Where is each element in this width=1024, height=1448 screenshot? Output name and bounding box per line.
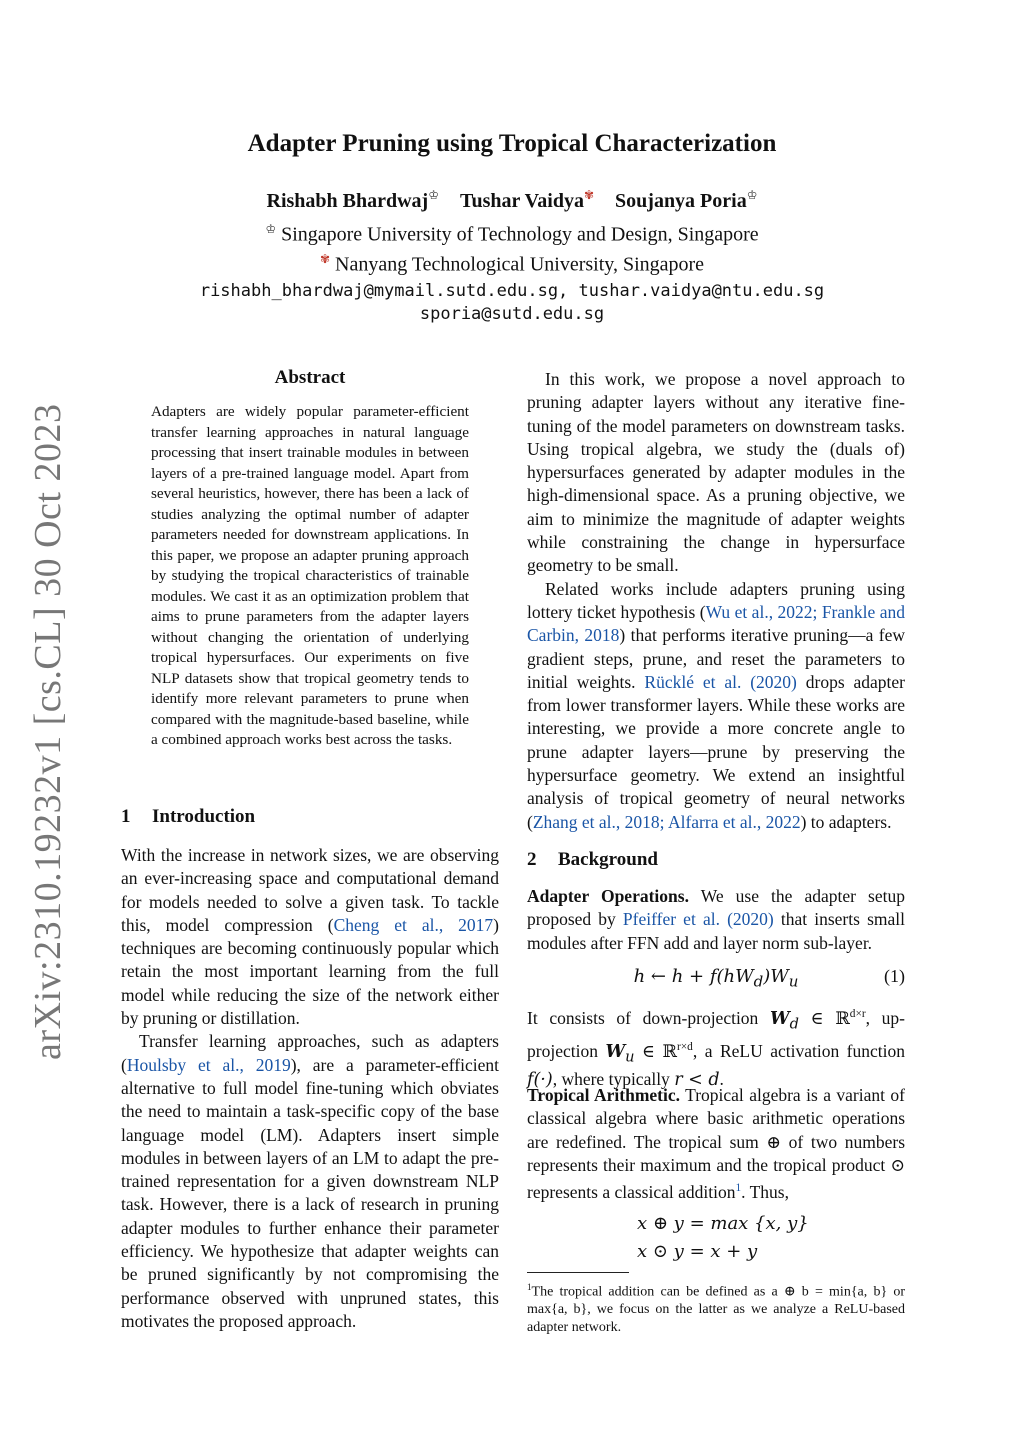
- citation-link[interactable]: Wu et al., 2022; Frankle and Carbin, 2018: [527, 601, 905, 646]
- author-name: Soujanya Poria♔: [615, 188, 758, 212]
- abstract-text: Adapters are widely popular parameter-efficient transfer learning approaches in natural language processing that insert trainable modules in between layers of a pre-trained language model. Apart from several heuristics, however, there has been a lack of studies analyzing the optimal number of adapter parameters needed for downstream applications. In this paper, we propose an adapter pruning approach by studying the tropical characteristics of trainable modules. We cast it as an optimization problem that aims to prune parameters from the adapter layers without changing the orientation of underlying tropical hypersurfaces. Our experiments on five NLP datasets show that tropical geometry tends to identify more relevant parameters to prune when compared with the magnitude-based baseline, while a combined approach works best across the tasks.: [151, 403, 469, 748]
- abstract-heading: Abstract: [274, 367, 346, 388]
- adapter-operations: [527, 885, 905, 955]
- citation-link[interactable]: Zhang et al., 2018; Alfarra et al., 2022: [532, 811, 801, 832]
- tropical-arithmetic: [527, 1084, 905, 1204]
- footnote-ref[interactable]: 1: [735, 1182, 742, 1195]
- equation-tropical-sum: x ⊕ y = max {x, y}: [637, 1213, 809, 1234]
- footnote-divider: [527, 1272, 629, 1273]
- paragraph: Transfer learning approaches, such as adapters (Houlsby et al., 2019), are a parameter-efficient alternative to full model fine-tuning which obviates the need to maintain a task-specific copy of the base language model (LM). Adapters insert simple modules in between layers of an LM to adapt the pre-trained representation for a given downstream NLP task. However, there is a lack of research in pruning adapter modules to further enhance their parameter efficiency. We hypothesize that adapter weights can be pruned significantly by not compromising the performance observed with unpruned states, this motivates the proposed approach.: [121, 1031, 499, 1331]
- equation-tropical-product: x ⊙ y = x + y: [637, 1241, 758, 1262]
- ntu-logo-icon: ✾: [319, 252, 330, 266]
- paper-title: Adapter Pruning using Tropical Characterization: [247, 130, 777, 157]
- citation-link[interactable]: Rücklé et al. (2020): [644, 671, 797, 692]
- paragraph: It consists of down-projection $W_d$ ∈ ℝ$^{d\times r}$, up-projection $W_u$ ∈ ℝ$^{r\times d}$, a ReLU activation function f(·), where typically r < d.: [527, 1007, 906, 1091]
- author-name: Rishabh Bhardwaj♔: [266, 188, 439, 212]
- paragraph: In this work, we propose a novel approach to pruning adapter layers without any iterative fine-tuning of the model parameters on downstream tasks. Using tropical algebra, we study the (duals of) hypersurfaces generated by adapter modules in the high-dimensional space. As a pruning objective, we aim to minimize the magnitude of adapter weights while constraining the change in hypersurface geometry to be small.: [527, 369, 905, 576]
- sutd-logo-icon: ♔: [265, 222, 277, 236]
- intro-body: [121, 844, 499, 1333]
- ntu-logo-icon: ✾: [583, 188, 595, 202]
- right-column-intro: [527, 368, 905, 834]
- paragraph: Related works include adapters pruning using lottery ticket hypothesis (Wu et al., 2022; Frankle and Carbin, 2018) that performs iterative pruning—a few gradient steps, prune, and reset the parameters to initial weights. Rücklé et al. (2020) drops adapter from lower transformer layers. While these works are interesting, we provide a more concrete angle to prune adapter layers—prune by preserving the hypersurface geometry. We extend an insightful analysis of tropical geometry of neural networks (Zhang et al., 2018; Alfarra et al., 2022) to adapters.: [527, 578, 905, 832]
- adapter-definition: [527, 1003, 905, 1093]
- footnote: $^1$The tropical addition can be defined as a ⊕ b = min{a, b} or max{a, b}, we focus on the latter as we analyze a ReLU-based adapter network.: [527, 1282, 905, 1335]
- paragraph: Tropical Arithmetic. Tropical algebra is a variant of classical algebra where basic arithmetic operations are redefined. The tropical sum ⊕ of two numbers represents their maximum and the tropical product ⊙ represents a classical addition$^1$. Thus,: [527, 1085, 905, 1203]
- paragraph: With the increase in network sizes, we are observing an ever-increasing space and computational demand for models needed to solve a given task. To tackle this, model compression (Cheng et al., 2017) techniques are becoming continuously popular which retain the most important learning from the full model while reducing the size of the network either by pruning or distillation.: [121, 845, 499, 1029]
- sutd-logo-icon: ♔: [428, 188, 439, 202]
- affiliation-ntu: ✾ Nanyang Technological University, Singapore: [319, 252, 705, 276]
- section-heading: 2 Background: [527, 849, 658, 870]
- equation-number: (1): [884, 966, 905, 986]
- arxiv-identifier: arXiv:2310.19232v1 [cs.CL] 30 Oct 2023: [27, 403, 69, 1060]
- citation-link[interactable]: Cheng et al., 2017: [333, 914, 494, 935]
- equation-1: h ← $h + f(hW_d)W_u$ (1): [633, 966, 905, 991]
- affiliation-sutd: ♔ Singapore University of Technology and Design, Singapore: [265, 222, 759, 246]
- author-list: [0, 188, 1024, 213]
- author-emails: rishabh_bhardwaj@mymail.sutd.edu.sg, tushar.vaidya@ntu.edu.sg: [199, 281, 825, 301]
- author-name: Tushar Vaidya✾: [459, 188, 595, 212]
- sutd-logo-icon: ♔: [746, 188, 758, 202]
- section-heading: 1 Introduction: [121, 806, 256, 827]
- paragraph: Adapter Operations. We use the adapter setup proposed by Pfeiffer et al. (2020) that inserts small modules after FFN add and layer norm sub-layer.: [527, 886, 905, 953]
- author-emails: sporia@sutd.edu.sg: [419, 304, 605, 324]
- citation-link[interactable]: Houlsby et al., 2019: [126, 1054, 291, 1075]
- citation-link[interactable]: Pfeiffer et al. (2020): [622, 909, 774, 930]
